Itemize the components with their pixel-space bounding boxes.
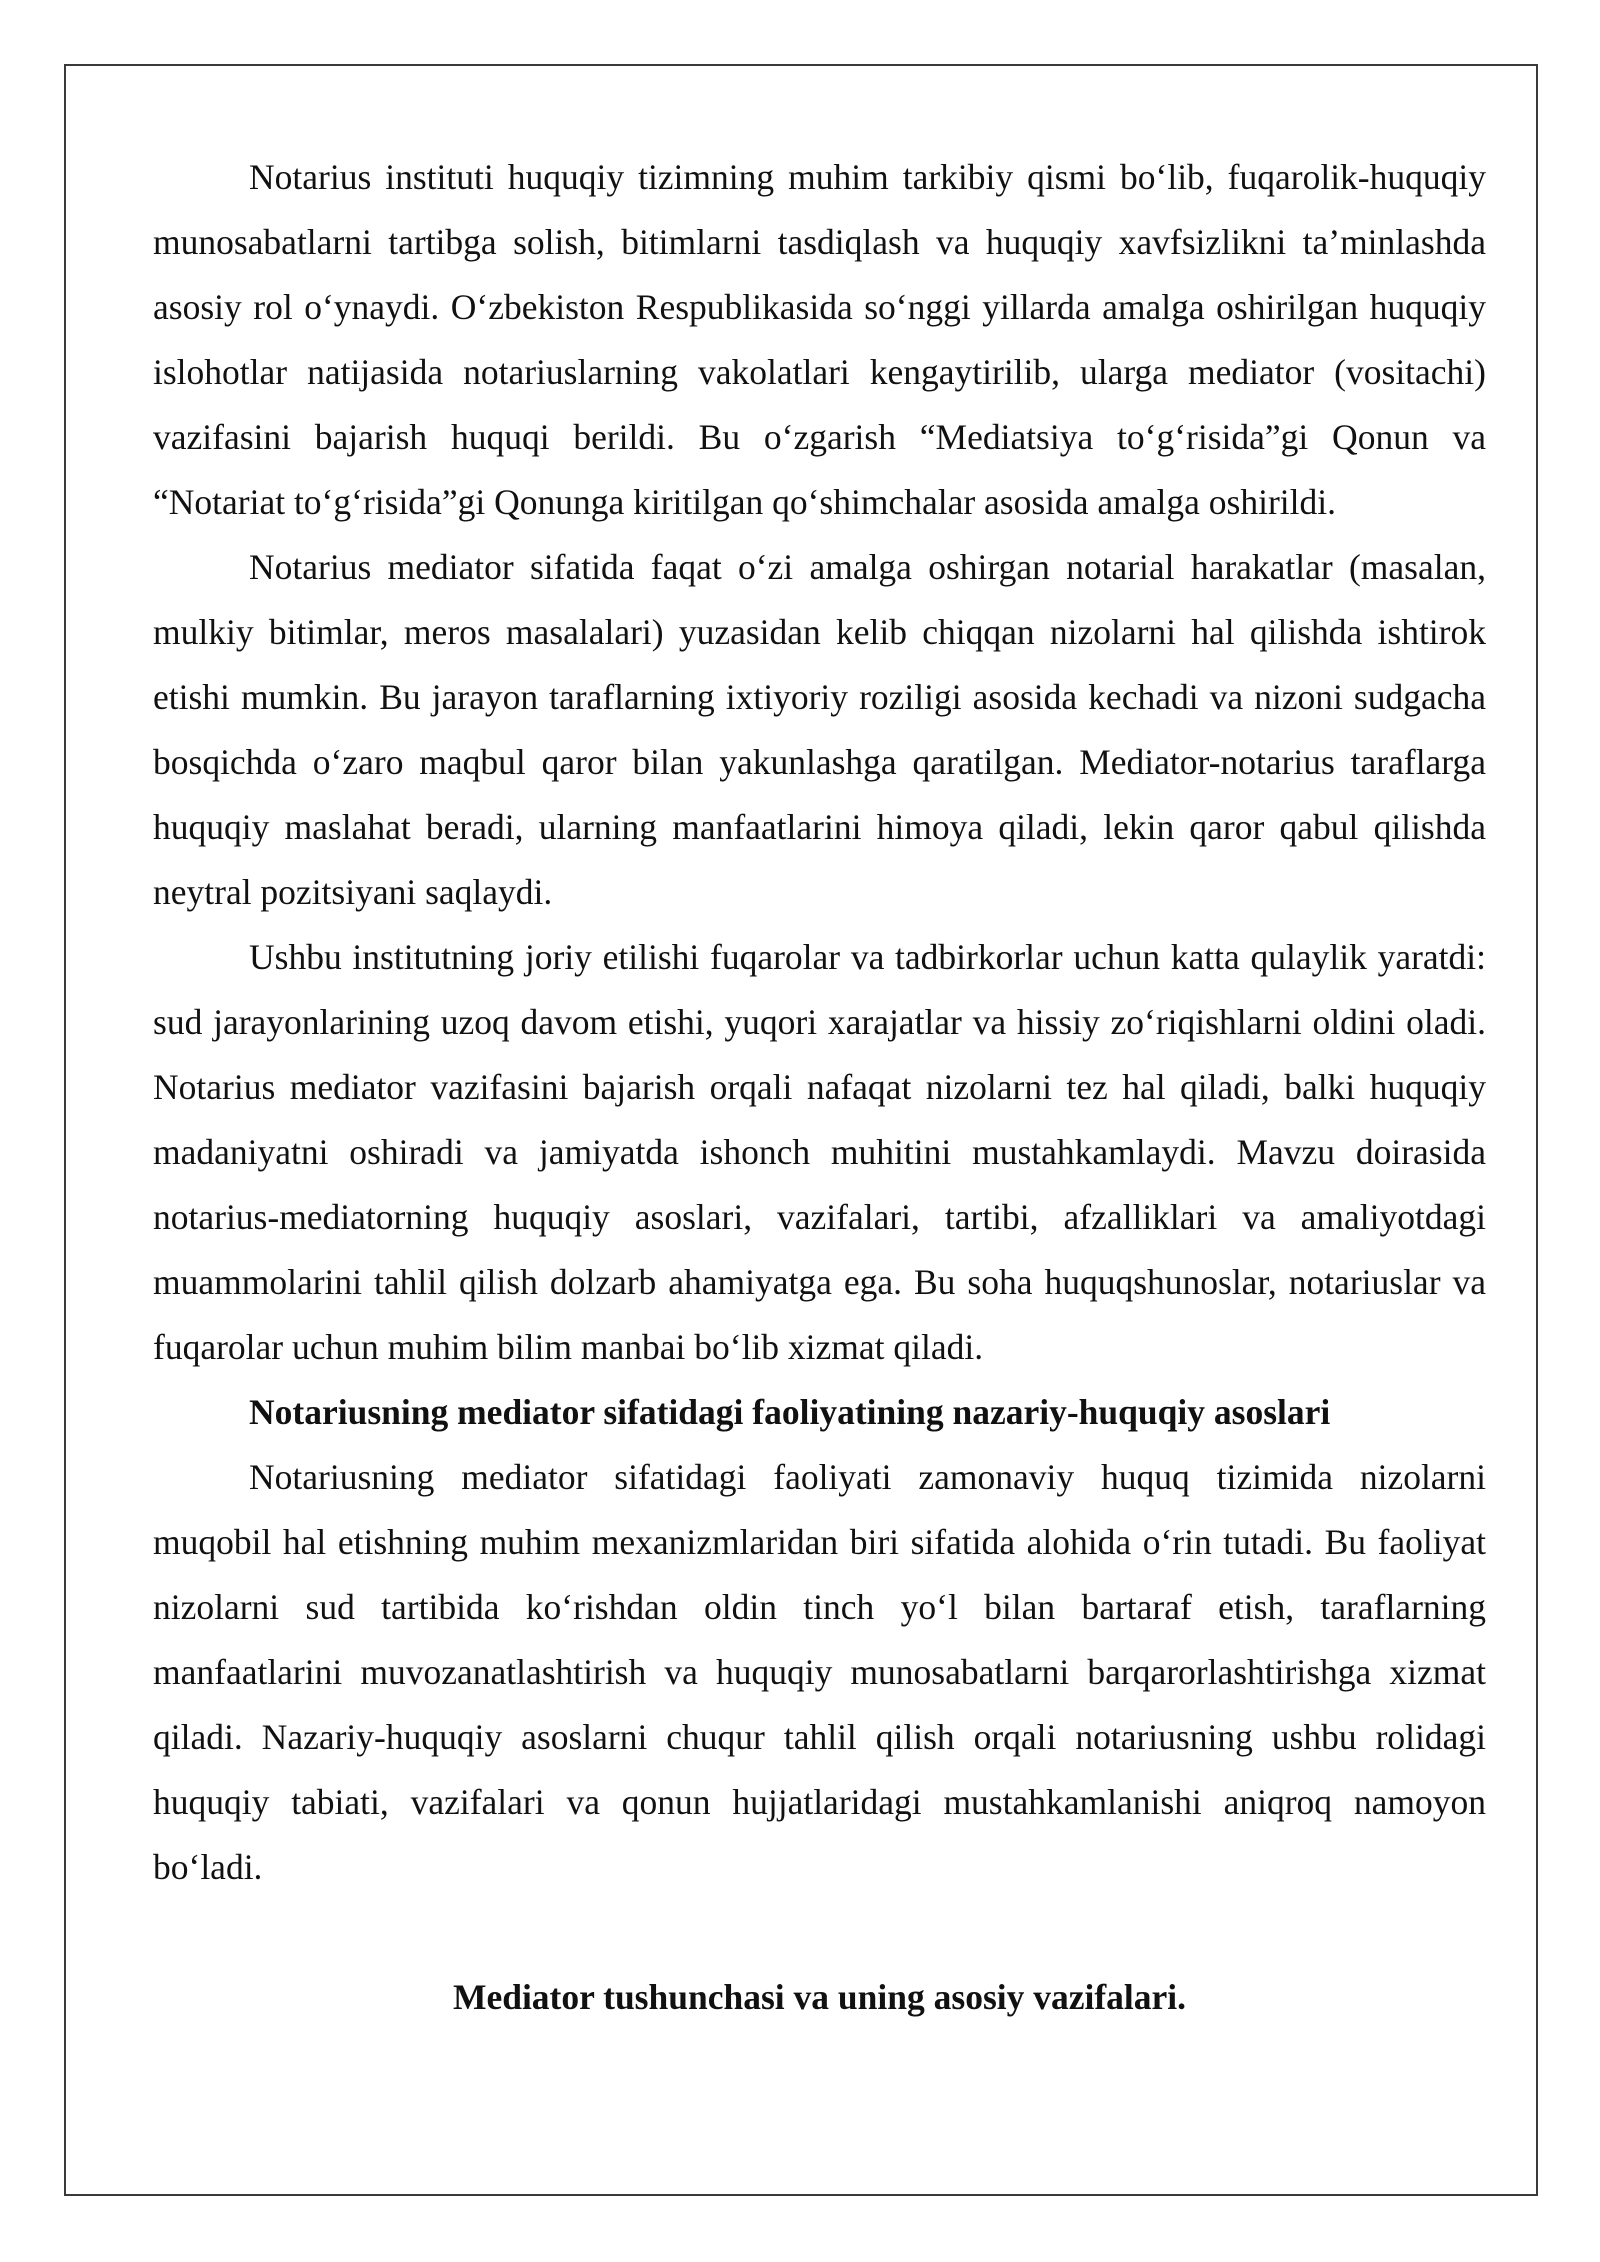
document-body — [153, 145, 1486, 2030]
paragraph-benefits: Ushbu institutning joriy etilishi fuqarolar va tadbirkorlar uchun katta qulaylik yaratdi: sud jarayonlarining uzoq davom etishi, yuqori xarajatlar va hissiy zo‘riqishlarni oldini oladi. Notarius mediator vazifasini bajarish orqali nafaqat nizolarni tez hal qiladi, balki huquqiy madaniyatni oshiradi va jamiyatda ishonch muhitini mustahkamlaydi. Mavzu doirasida notarius-mediatorning huquqiy asoslari, vazifalari, tartibi, afzalliklari va amaliyotdagi muammolarini tahlil qilish dolzarb ahamiyatga ega. Bu soha huquqshunoslar, notariuslar va fuqarolar uchun muhim bilim manbai bo‘lib xizmat qiladi. — [153, 937, 1486, 1367]
paragraph-theory: Notariusning mediator sifatidagi faoliyati zamonaviy huquq tizimida nizolarni muqobil hal etishning muhim mexanizmlaridan biri sifatida alohida o‘rin tutadi. Bu faoliyat nizolarni sud tartibida ko‘rishdan oldin tinch yo‘l bilan bartaraf etish, taraflarning manfaatlarini muvozanatlashtirish va huquqiy munosabatlarni barqarorlashtirishga xizmat qiladi. Nazariy-huquqiy asoslarni chuqur tahlil qilish orqali notariusning ushbu rolidagi huquqiy tabiati, vazifalari va qonun hujjatlaridagi mustahkamlanishi aniqroq namoyon bo‘ladi. — [153, 1457, 1486, 1887]
paragraph-mediator-role: Notarius mediator sifatida faqat o‘zi amalga oshirgan notarial harakatlar (masalan, mulkiy bitimlar, meros masalalari) yuzasidan kelib chiqqan nizolarni hal qilishda ishtirok etishi mumkin. Bu jarayon taraflarning ixtiyoriy roziligi asosida kechadi va nizoni sudgacha bosqichda o‘zaro maqbul qaror bilan yakunlashga qaratilgan. Mediator-notarius taraflarga huquqiy maslahat beradi, ularning manfaatlarini himoya qiladi, lekin qaror qabul qilishda neytral pozitsiyani saqlaydi. — [153, 547, 1486, 912]
paragraph-intro: Notarius instituti huquqiy tizimning muhim tarkibiy qismi bo‘lib, fuqarolik-huquqiy munosabatlarni tartibga solish, bitimlarni tasdiqlash va huquqiy xavfsizlikni ta’minlashda asosiy rol o‘ynaydi. O‘zbekiston Respublikasida so‘nggi yillarda amalga oshirilgan huquqiy islohotlar natijasida notariuslarning vakolatlari kengaytirilib, ularga mediator (vositachi) vazifasini bajarish huquqi berildi. Bu o‘zgarish “Mediatsiya to‘g‘risida”gi Qonun va “Notariat to‘g‘risida”gi Qonunga kiritilgan qo‘shimchalar asosida amalga oshirildi. — [153, 157, 1486, 522]
section-heading: Notariusning mediator sifatidagi faoliyatining nazariy-huquqiy asoslari — [249, 1392, 1331, 1432]
subsection-heading: Mediator tushunchasi va uning asosiy vazifalari. — [452, 1977, 1187, 2017]
